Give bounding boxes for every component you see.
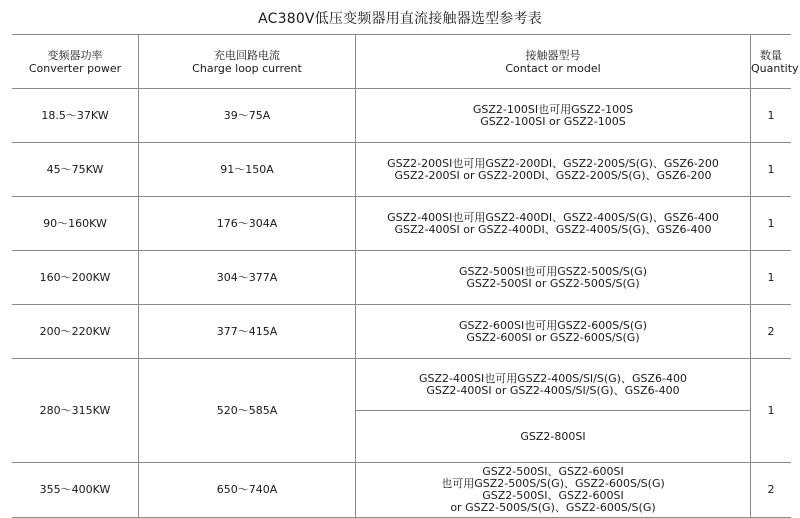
header-model-zh: 接触器型号 bbox=[525, 48, 581, 62]
model-line: GSZ2-400SI也可用GSZ2-400S/SI/S(G)、GSZ6-400 bbox=[419, 371, 687, 385]
model-line: GSZ2-500SI、GSZ2-600SI bbox=[482, 489, 624, 502]
model-line: GSZ2-200SI or GSZ2-200DI、GSZ2-200S/S(G)、GSZ6-200 bbox=[394, 168, 712, 182]
header-quantity-en: Quantity bbox=[751, 61, 799, 75]
quantity-cell: 1 bbox=[751, 143, 792, 197]
model-line: GSZ2-400SI or GSZ2-400S/SI/S(G)、GSZ6-400 bbox=[426, 383, 680, 397]
quantity-cell: 1 bbox=[751, 89, 792, 143]
table-row bbox=[12, 463, 791, 518]
model-line: or GSZ2-500S/S(G)、GSZ2-600S/S(G) bbox=[450, 501, 656, 514]
current-cell: 39～75A bbox=[139, 89, 356, 143]
model-line: GSZ2-400SI也可用GSZ2-400DI、GSZ2-400S/S(G)、GSZ6-400 bbox=[387, 210, 719, 224]
model-cell bbox=[356, 197, 751, 251]
model-line: GSZ2-600SI也可用GSZ2-600S/S(G) bbox=[458, 318, 647, 332]
power-cell: 200～220KW bbox=[12, 305, 139, 359]
header-power-zh: 变频器功率 bbox=[47, 48, 103, 62]
current-cell: 520～585A bbox=[139, 359, 356, 463]
current-cell: 377～415A bbox=[139, 305, 356, 359]
model-cell bbox=[356, 463, 751, 518]
header-power-en: Converter power bbox=[28, 61, 122, 75]
header-current bbox=[139, 35, 356, 89]
model-line: GSZ2-500SI or GSZ2-500S/S(G) bbox=[466, 276, 640, 290]
power-cell: 45～75KW bbox=[12, 143, 139, 197]
quantity-cell: 2 bbox=[751, 305, 792, 359]
model-line: GSZ2-800SI bbox=[520, 429, 586, 443]
model-line: GSZ2-100SI也可用GSZ2-100S bbox=[472, 102, 634, 116]
model-line: GSZ2-200SI也可用GSZ2-200DI、GSZ2-200S/S(G)、GSZ6-200 bbox=[387, 156, 719, 170]
header-quantity bbox=[751, 35, 799, 89]
power-cell: 90～160KW bbox=[12, 197, 139, 251]
model-cell bbox=[356, 143, 751, 197]
current-cell: 304～377A bbox=[139, 251, 356, 305]
header-power bbox=[12, 35, 139, 89]
model-line: 也可用GSZ2-500S/S(G)、GSZ2-600S/S(G) bbox=[441, 477, 665, 490]
current-cell: 650～740A bbox=[139, 463, 356, 518]
header-current-en: Charge loop current bbox=[192, 61, 302, 75]
quantity-cell: 1 bbox=[751, 251, 792, 305]
model-line: GSZ2-500SI也可用GSZ2-500S/S(G) bbox=[458, 264, 647, 278]
model-line: GSZ2-400SI or GSZ2-400DI、GSZ2-400S/S(G)、GSZ6-400 bbox=[394, 222, 712, 236]
page-title: AC380V低压变频器用直流接触器选型参考表 bbox=[258, 11, 542, 27]
header-current-zh: 充电回路电流 bbox=[214, 48, 280, 62]
power-cell: 280～315KW bbox=[12, 359, 139, 463]
header-model bbox=[356, 35, 751, 89]
table-row bbox=[12, 143, 791, 197]
model-cell bbox=[356, 359, 751, 411]
table-row bbox=[12, 251, 791, 305]
header-quantity-zh: 数量 bbox=[760, 48, 782, 62]
quantity-cell: 2 bbox=[751, 463, 792, 518]
quantity-cell: 1 bbox=[751, 197, 792, 251]
table-row bbox=[12, 197, 791, 251]
quantity-cell: 1 bbox=[751, 359, 792, 463]
model-cell bbox=[356, 305, 751, 359]
table-header-row bbox=[12, 35, 791, 89]
table-row bbox=[12, 89, 791, 143]
current-cell: 176～304A bbox=[139, 197, 356, 251]
table-row bbox=[12, 359, 791, 411]
header-model-en: Contact or model bbox=[505, 61, 601, 75]
power-cell: 160～200KW bbox=[12, 251, 139, 305]
power-cell: 355～400KW bbox=[12, 463, 139, 518]
model-line: GSZ2-500SI、GSZ2-600SI bbox=[482, 465, 624, 478]
selection-table bbox=[12, 34, 799, 518]
model-cell bbox=[356, 411, 751, 463]
table-row bbox=[12, 305, 791, 359]
model-cell bbox=[356, 251, 751, 305]
power-cell: 18.5～37KW bbox=[12, 89, 139, 143]
model-line: GSZ2-600SI or GSZ2-600S/S(G) bbox=[466, 330, 640, 344]
model-cell bbox=[356, 89, 751, 143]
current-cell: 91～150A bbox=[139, 143, 356, 197]
model-line: GSZ2-100SI or GSZ2-100S bbox=[480, 114, 626, 128]
